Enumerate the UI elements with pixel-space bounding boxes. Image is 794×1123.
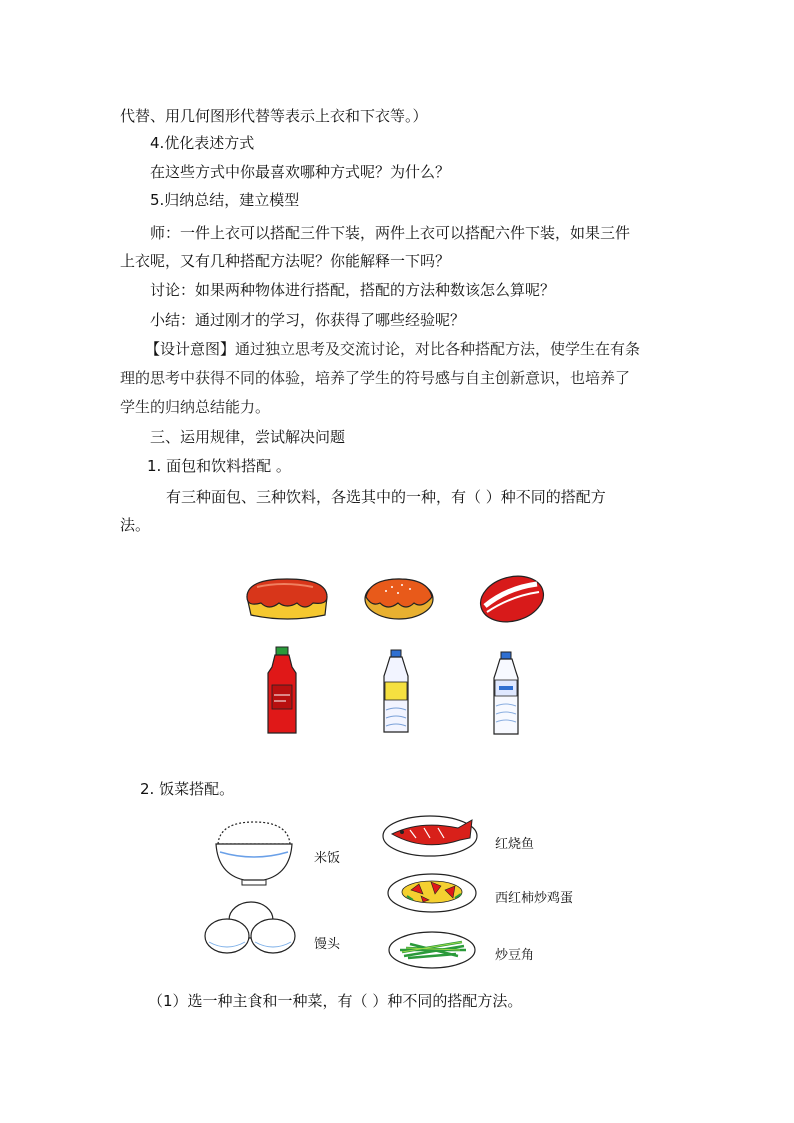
heading-optimize-expression: 4.优化表述方式	[150, 134, 255, 152]
problem-1-title: 1. 面包和饮料搭配 。	[147, 457, 291, 475]
teacher-question-line-2: 上衣呢，又有几种搭配方法呢？你能解释一下吗？	[120, 252, 451, 270]
bread-cake-image	[243, 575, 331, 625]
summary-line: 小结：通过刚才的学习，你获得了哪些经验呢？	[150, 311, 466, 329]
braised-fish-image	[380, 812, 480, 860]
mantou-label: 馒头	[314, 937, 341, 952]
red-juice-bottle-image	[262, 645, 302, 737]
rice-label: 米饭	[314, 851, 341, 866]
problem-2-question-1: （1）选一种主食和一种菜，有（ ）种不同的搭配方法。	[148, 992, 523, 1010]
tomato-egg-image	[385, 870, 479, 916]
stir-fried-beans-image	[386, 928, 478, 972]
heading-summarize-model: 5.归纳总结，建立模型	[150, 191, 300, 209]
bread-roll-image	[477, 572, 547, 624]
discussion-line: 讨论：如果两种物体进行搭配，搭配的方法种数该怎么算呢？	[150, 281, 556, 299]
water-bottle-image	[490, 650, 522, 738]
fish-label: 红烧鱼	[495, 837, 535, 852]
beans-label: 炒豆角	[495, 948, 535, 963]
design-intent-line-1	[145, 338, 640, 360]
problem-1-text-line-2: 法。	[120, 516, 151, 534]
design-intent-text-1: 通过独立思考及交流讨论，对比各种搭配方法，使学生在有条	[235, 340, 641, 358]
text-line-1: 代替、用几何图形代替等表示上衣和下衣等。）	[120, 107, 428, 125]
section-three-heading: 三、运用规律，尝试解决问题	[150, 428, 346, 446]
sports-drink-bottle-image	[380, 648, 412, 736]
design-intent-line-2: 理的思考中获得不同的体验，培养了学生的符号感与自主创新意识，也培养了	[120, 369, 631, 387]
question-favorite-method: 在这些方式中你最喜欢哪种方式呢？为什么？	[150, 163, 451, 181]
problem-2-title: 2. 饭菜搭配。	[140, 780, 235, 798]
tomato-egg-label: 西红柿炒鸡蛋	[495, 891, 574, 906]
problem-1-text-line-1: 有三种面包、三种饮料，各选其中的一种，有（ ）种不同的搭配方	[166, 488, 606, 506]
mantou-image	[203, 898, 297, 956]
rice-bowl-image	[212, 818, 296, 888]
teacher-question-line-1: 师：一件上衣可以搭配三件下装，两件上衣可以搭配六件下装，如果三件	[150, 224, 631, 242]
design-intent-heading: 【设计意图】	[145, 340, 236, 358]
bread-round-image	[362, 575, 436, 621]
design-intent-line-3: 学生的归纳总结能力。	[120, 398, 271, 416]
